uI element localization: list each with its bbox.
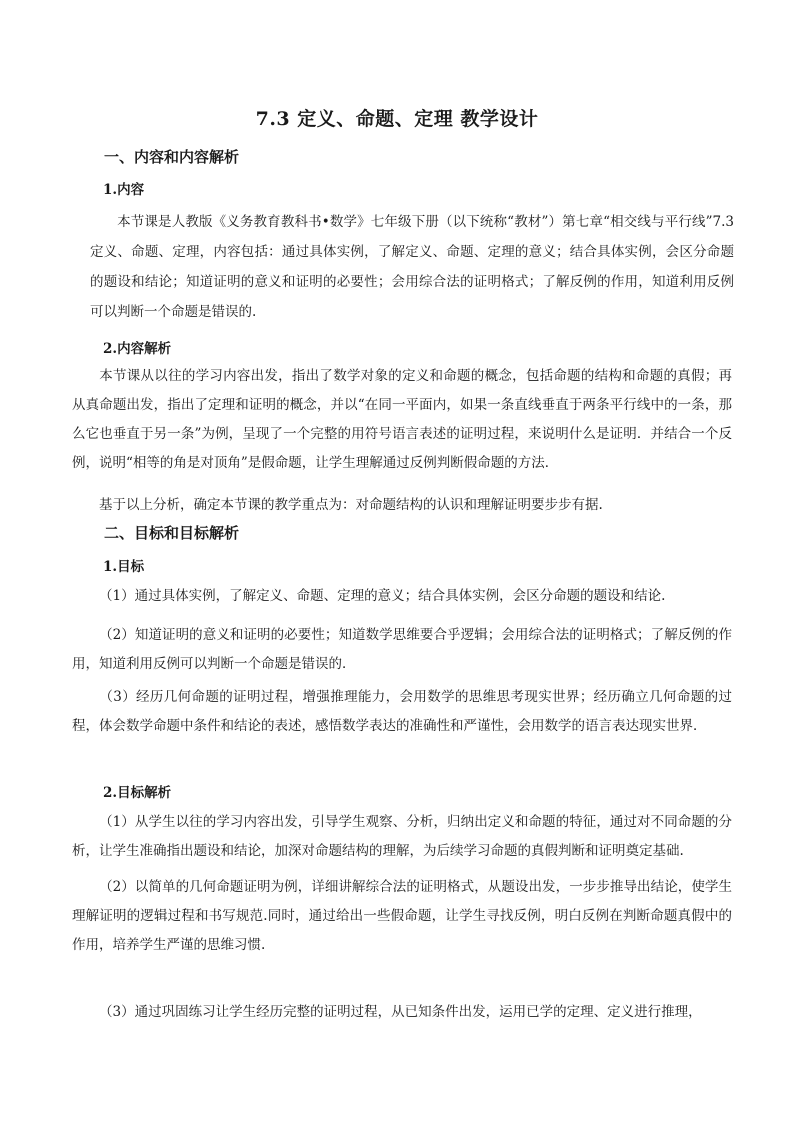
section-heading-content: 一、内容和内容解析 xyxy=(104,148,240,166)
paragraph-content xyxy=(90,207,734,327)
analysis-item-2 xyxy=(72,873,732,960)
analysis-item-1 xyxy=(72,808,732,866)
paragraph-content-text: 本节课是人教版《义务教育教科书•数学》七年级下册（以下统称“教材”）第七章“相交线与平行线”7.3 定义、命题、定理，内容包括：通过具体实例，了解定义、命题、定理的意义；结合具体实例，会区分命题的题设和结论；知道证明的意义和证明的必要性；会用综合法的证明格式；了解反例的作用，知道利用反例可以判断一个命题是错误的. xyxy=(90,214,734,320)
analysis-item-1-text: （1）从学生以往的学习内容出发，引导学生观察、分析，归纳出定义和命题的特征，通过对不同命题的分析，让学生准确指出题设和结论，加深对命题结构的理解，为后续学习命题的真假判断和证明奠定基础. xyxy=(72,814,732,859)
subheading-objectives: 1.目标 xyxy=(103,559,145,575)
objective-item-2 xyxy=(72,621,732,679)
subheading-content: 1.内容 xyxy=(103,182,145,198)
section-heading-objectives: 二、目标和目标解析 xyxy=(104,524,240,542)
page-title: 7.3 定义、命题、定理 教学设计 xyxy=(255,108,539,130)
analysis-item-3 xyxy=(72,998,732,1027)
objective-item-2-text: （2）知道证明的意义和证明的必要性；知道数学思维要合乎逻辑；会用综合法的证明格式；了解反例的作用，知道利用反例可以判断一个命题是错误的． xyxy=(72,627,732,672)
paragraph-key-point-text: 基于以上分析，确定本节课的教学重点为：对命题结构的认识和理解证明要步步有据. xyxy=(99,497,603,513)
objective-item-3-text: （3）经历几何命题的证明过程，增强推理能力，会用数学的思维思考现实世界；经历确立几何命题的过程，体会数学命题中条件和结论的表述，感悟数学表达的准确性和严谨性，会用数学的语言表达现实世界． xyxy=(72,689,732,734)
paragraph-content-analysis-text: 本节课从以往的学习内容出发，指出了数学对象的定义和命题的概念，包括命题的结构和命题的真假；再从真命题出发，指出了定理和证明的概念，并以“在同一平面内，如果一条直线垂直于两条平行线中的一条，那么它也垂直于另一条”为例，呈现了一个完整的用符号语言表述的证明过程，来说明什么是证明．并结合一个反例，说明“相等的角是对顶角”是假命题，让学生理解通过反例判断假命题的方法． xyxy=(72,368,732,471)
subheading-content-analysis: 2.内容解析 xyxy=(103,341,172,357)
paragraph-content-analysis xyxy=(72,362,732,478)
analysis-item-3-text: （3）通过巩固练习让学生经历完整的证明过程，从已知条件出发，运用已学的定理、定义进行推理， xyxy=(99,1004,702,1020)
analysis-item-2-text: （2）以简单的几何命题证明为例，详细讲解综合法的证明格式，从题设出发，一步步推导出结论，使学生理解证明的逻辑过程和书写规范.同时，通过给出一些假命题，让学生寻找反例，明白反例在判断命题真假中的作用，培养学生严谨的思维习惯. xyxy=(72,879,732,953)
objective-item-3 xyxy=(72,683,732,741)
objective-item-1 xyxy=(72,582,732,611)
objective-item-1-text: （1）通过具体实例，了解定义、命题、定理的意义；结合具体实例，会区分命题的题设和结论. xyxy=(99,588,666,604)
subheading-objective-analysis: 2.目标解析 xyxy=(103,785,172,801)
paragraph-key-point xyxy=(72,491,732,520)
